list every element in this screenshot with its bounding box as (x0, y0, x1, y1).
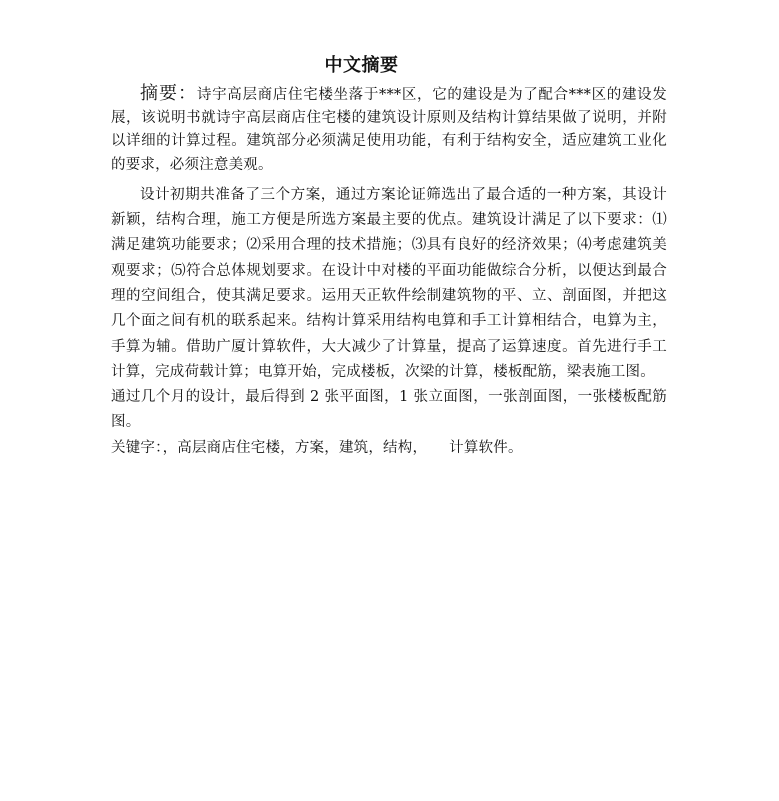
keywords-last: 计算软件。 (449, 439, 523, 456)
abstract-paragraph-1 (111, 82, 667, 177)
abstract-label: 摘要： (140, 83, 197, 104)
abstract-paragraph-3-text: 通过几个月的设计，最后得到 2 张平面图，1 张立面图，一张剖面图，一张楼板配筋图。 (111, 389, 667, 431)
keywords-lead: ，高层商店住宅楼，方案，建筑，结构， (162, 439, 428, 456)
keywords-line (111, 436, 667, 461)
document-title: 中文摘要 (324, 55, 399, 76)
abstract-paragraph-2 (111, 183, 667, 385)
abstract-paragraph-2-text: 设计初期共准备了三个方案，通过方案论证筛选出了最合适的一种方案，其设计新颖，结构合理，施工方便是所选方案最主要的优点。建筑设计满足了以下要求：⑴满足建筑功能要求；⑵采用合理的技术措施；⑶具有良好的经济效果；⑷考虑建筑美观要求；⑸符合总体规划要求。在设计中对楼的平面功能做综合分析，以便达到最合理的空间组合，使其满足要求。运用天正软件绘制建筑物的平、立、剖面图，并把这几个面之间有机的联系起来。结构计算采用结构电算和手工计算相结合，电算为主，手算为辅。借助广厦计算软件，大大减少了计算量，提高了运算速度。首先进行手工计算，完成荷载计算；电算开始，完成楼板，次梁的计算，楼板配筋，梁表施工图。 (111, 186, 667, 380)
abstract-paragraph-3 (111, 385, 667, 436)
document-body (111, 82, 667, 461)
abstract-paragraph-1-text: 诗宇高层商店住宅楼坐落于***区，它的建设是为了配合***区的建设发展，该说明书就诗宇高层商店住宅楼的建筑设计原则及结构计算结果做了说明，并附以详细的计算过程。建筑部分必须满足使用功能，有利于结构安全，适应建筑工业化的要求，必须注意美观。 (111, 87, 667, 173)
keywords-label: 关键字： (111, 439, 163, 456)
